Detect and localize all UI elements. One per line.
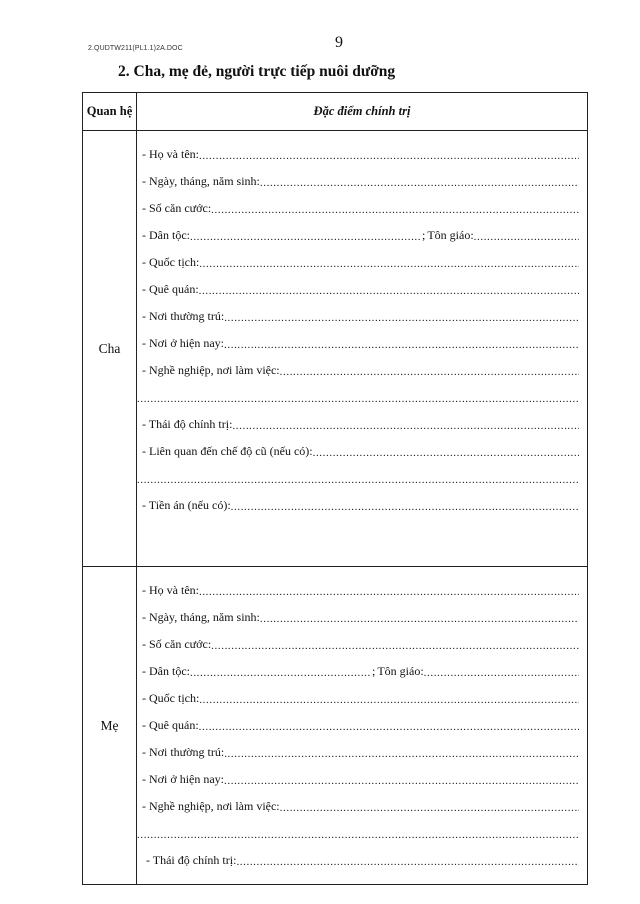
- fill-line[interactable]: [236, 857, 579, 868]
- father-hometown-field[interactable]: [137, 272, 579, 299]
- mother-full-name-field[interactable]: [137, 573, 579, 600]
- mother-id-number-field[interactable]: [137, 627, 579, 654]
- fill-line[interactable]: [199, 587, 579, 598]
- fill-line[interactable]: [199, 286, 579, 297]
- header-relation: Quan hệ: [83, 93, 137, 131]
- mother-political-attitude-field[interactable]: [137, 843, 579, 870]
- relation-mother: Mẹ: [83, 567, 137, 885]
- father-id-number-field[interactable]: [137, 191, 579, 218]
- father-ethnicity-religion-field[interactable]: [137, 218, 579, 245]
- field-label: - Nơi ở hiện nay:: [142, 772, 225, 786]
- father-nationality-field[interactable]: [137, 245, 579, 272]
- field-label: - Họ và tên:: [142, 583, 199, 597]
- field-label: - Thái độ chính trị:: [146, 853, 237, 867]
- fill-line[interactable]: [224, 749, 579, 760]
- field-label: - Tiền án (nếu có):: [142, 498, 231, 512]
- mother-nationality-field[interactable]: [137, 681, 579, 708]
- fill-line[interactable]: [260, 178, 579, 189]
- fill-line[interactable]: [313, 448, 579, 459]
- document-code: 2.QUDTW211(PL1.1)2A.DOC: [88, 45, 183, 52]
- fill-line[interactable]: [232, 421, 579, 432]
- religion-label: Tôn giáo:: [377, 664, 424, 678]
- mother-occupation-continued[interactable]: [137, 816, 579, 843]
- fill-line[interactable]: [211, 641, 579, 652]
- field-label: - Dân tộc:: [142, 228, 190, 242]
- fill-line[interactable]: [190, 668, 370, 679]
- father-full-name-field[interactable]: [137, 137, 579, 164]
- mother-hometown-field[interactable]: [137, 708, 579, 735]
- field-label: - Thái độ chính trị:: [142, 417, 233, 431]
- fill-line[interactable]: [199, 151, 579, 162]
- father-criminal-record-field[interactable]: [137, 488, 579, 515]
- field-label: - Nghề nghiệp, nơi làm việc:: [142, 799, 280, 813]
- field-label: - Nơi thường trú:: [142, 309, 225, 323]
- mother-occupation-field[interactable]: [137, 789, 579, 816]
- table-header-row: [83, 93, 588, 131]
- separator: ;: [421, 228, 426, 242]
- father-occupation-field[interactable]: [137, 353, 579, 380]
- fill-line[interactable]: [199, 695, 579, 706]
- fill-line[interactable]: [137, 394, 579, 405]
- field-label: - Liên quan đến chế độ cũ (nếu có):: [142, 444, 313, 458]
- header-political-attributes: Đặc điểm chính trị: [137, 93, 588, 131]
- field-label: - Số căn cước:: [142, 201, 212, 215]
- mother-dob-field[interactable]: [137, 600, 579, 627]
- family-info-table: [82, 92, 588, 885]
- father-old-regime-field[interactable]: [137, 434, 579, 461]
- field-label: - Quốc tịch:: [142, 691, 200, 705]
- religion-label: Tôn giáo:: [427, 228, 474, 242]
- fill-line[interactable]: [224, 340, 579, 351]
- relation-father: Cha: [83, 131, 137, 567]
- field-label: - Dân tộc:: [142, 664, 190, 678]
- fill-line[interactable]: [137, 830, 579, 841]
- father-dob-field[interactable]: [137, 164, 579, 191]
- fill-line[interactable]: [224, 313, 579, 324]
- fill-line[interactable]: [280, 367, 579, 378]
- field-label: - Nơi thường trú:: [142, 745, 225, 759]
- fill-line[interactable]: [231, 502, 579, 513]
- mother-fields: [137, 567, 588, 885]
- section-title: 2. Cha, mẹ đẻ, người trực tiếp nuôi dưỡng: [118, 63, 396, 80]
- fill-line[interactable]: [199, 259, 579, 270]
- fill-line[interactable]: [211, 205, 579, 216]
- mother-current-residence-field[interactable]: [137, 762, 579, 789]
- table-row-father: [83, 131, 588, 567]
- field-label: - Quốc tịch:: [142, 255, 200, 269]
- separator: ;: [371, 664, 376, 678]
- fill-line[interactable]: [199, 722, 579, 733]
- fill-line[interactable]: [424, 668, 579, 679]
- mother-ethnicity-religion-field[interactable]: [137, 654, 579, 681]
- field-label: - Nơi ở hiện nay:: [142, 336, 225, 350]
- father-political-attitude-field[interactable]: [137, 407, 579, 434]
- father-old-regime-continued[interactable]: [137, 461, 579, 488]
- fill-line[interactable]: [280, 803, 579, 814]
- father-fields: [137, 131, 588, 567]
- father-permanent-residence-field[interactable]: [137, 299, 579, 326]
- field-label: - Nghề nghiệp, nơi làm việc:: [142, 363, 280, 377]
- fill-line[interactable]: [474, 232, 579, 243]
- field-label: - Quê quán:: [142, 718, 199, 732]
- field-label: - Ngày, tháng, năm sinh:: [142, 610, 260, 624]
- mother-permanent-residence-field[interactable]: [137, 735, 579, 762]
- field-label: - Ngày, tháng, năm sinh:: [142, 174, 260, 188]
- field-label: - Họ và tên:: [142, 147, 199, 161]
- table-row-mother: [83, 567, 588, 885]
- field-label: - Số căn cước:: [142, 637, 212, 651]
- field-label: - Quê quán:: [142, 282, 199, 296]
- fill-line[interactable]: [224, 776, 579, 787]
- page-number: 9: [335, 34, 343, 51]
- fill-line[interactable]: [190, 232, 420, 243]
- father-occupation-continued[interactable]: [137, 380, 579, 407]
- fill-line[interactable]: [260, 614, 579, 625]
- father-current-residence-field[interactable]: [137, 326, 579, 353]
- fill-line[interactable]: [137, 475, 579, 486]
